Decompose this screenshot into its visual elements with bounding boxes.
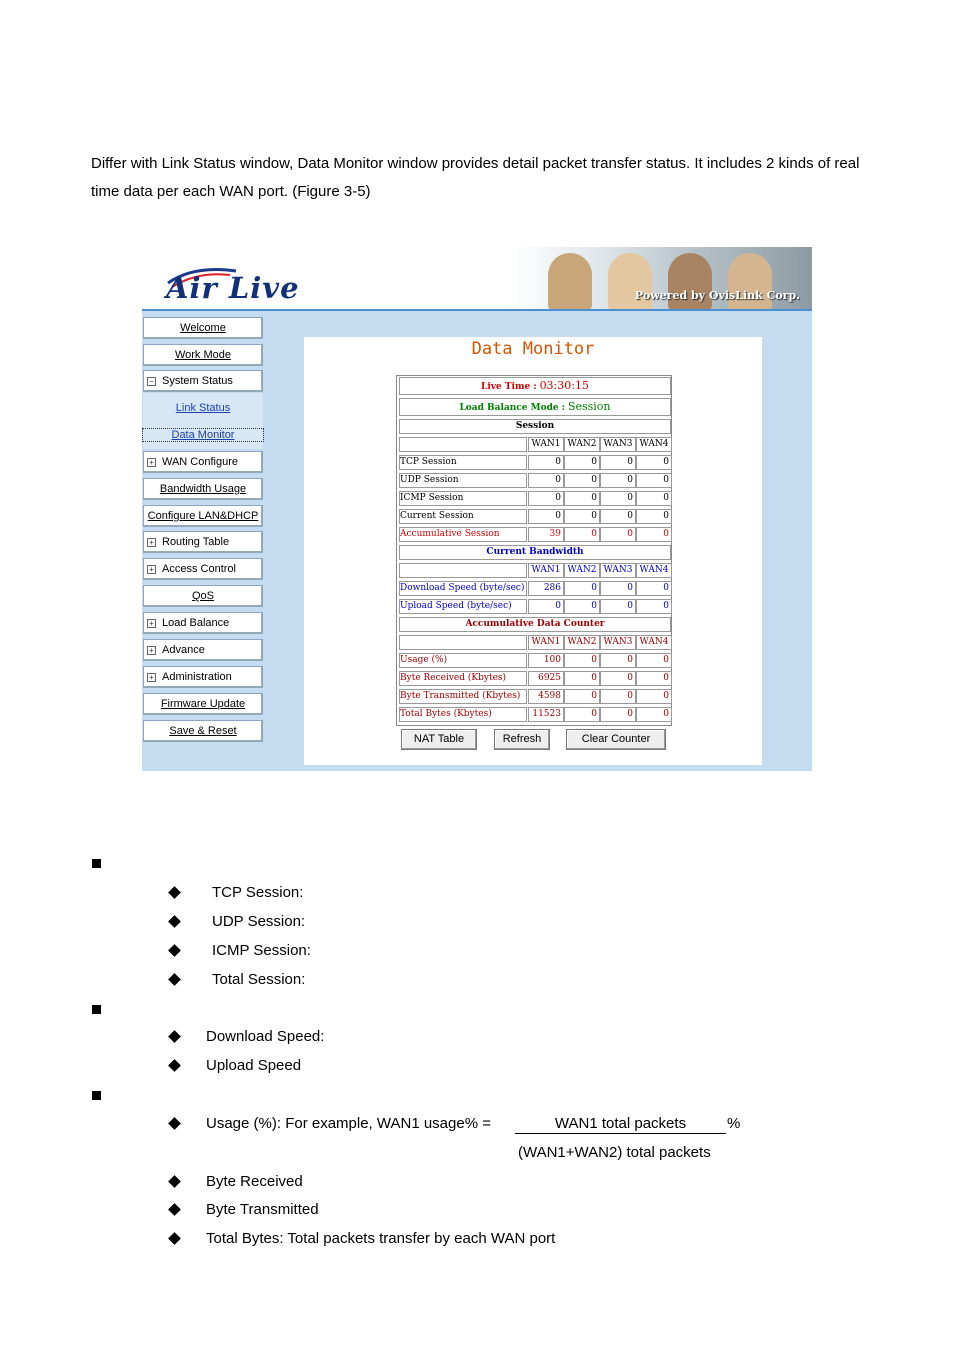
- sidebar-item-configure-lan-dhcp[interactable]: [143, 505, 263, 527]
- value-cell: 0: [600, 473, 636, 488]
- sidebar-item-label: Firmware Update: [160, 698, 246, 710]
- refresh-button[interactable]: Refresh: [494, 729, 550, 750]
- row-label: ICMP Session: [399, 491, 527, 506]
- bullet-upload: Upload Speed: [206, 1057, 302, 1074]
- value-cell: 0: [636, 491, 672, 506]
- value-cell: 0: [564, 653, 600, 668]
- usage-denominator: (WAN1+WAN2) total packets: [518, 1144, 711, 1161]
- value-cell: 0: [564, 671, 600, 686]
- expand-icon: +: [147, 565, 156, 574]
- value-cell: 0: [600, 509, 636, 524]
- photo-person: [728, 253, 772, 311]
- sidebar-item-save-reset[interactable]: [143, 720, 263, 742]
- sidebar-item-qos[interactable]: [143, 585, 263, 607]
- submenu-data-monitor[interactable]: Data Monitor: [143, 429, 263, 441]
- wan-header: WAN4: [636, 563, 672, 578]
- square-bullet-icon: [92, 859, 101, 868]
- row-label: Total Bytes (Kbytes): [399, 707, 527, 722]
- photo-person: [608, 253, 652, 311]
- sidebar-item-bandwidth-usage[interactable]: [143, 478, 263, 500]
- intro-paragraph: Differ with Link Status window, Data Monitor window provides detail packet transfer status. It includes 2 kinds of real time data per each WAN port. (Figure 3-5): [91, 155, 860, 200]
- value-cell: 4598: [528, 689, 564, 704]
- section-title: Current Bandwidth: [486, 547, 584, 557]
- bullet-total-session: Total Session:: [212, 971, 306, 988]
- sidebar-item-label: Load Balance: [162, 617, 230, 629]
- value-cell: 0: [564, 707, 600, 722]
- value-cell: 0: [600, 671, 636, 686]
- sidebar-item-wan-configure[interactable]: [143, 451, 263, 473]
- value-cell: 0: [636, 509, 672, 524]
- sidebar-item-label: QoS: [191, 590, 214, 602]
- sidebar-item-label: Welcome: [180, 322, 226, 334]
- bullet-usage-prefix: Usage (%): For example, WAN1 usage% =: [206, 1115, 491, 1132]
- value-cell: 11523: [528, 707, 564, 722]
- row-label: Usage (%): [399, 653, 527, 668]
- value-cell: 0: [528, 473, 564, 488]
- value-cell: 0: [564, 599, 600, 614]
- sidebar-item-label: System Status: [162, 375, 233, 387]
- expand-icon: +: [147, 619, 156, 628]
- bullet-total-bytes: Total Bytes: Total packets transfer by each WAN port: [206, 1230, 556, 1247]
- data-monitor-panel: [304, 337, 762, 765]
- row-label: Download Speed (byte/sec): [399, 581, 527, 596]
- lb-mode-value: Session: [567, 400, 611, 413]
- value-cell: 0: [636, 599, 672, 614]
- blank-cell: [399, 437, 527, 452]
- value-cell: 0: [600, 599, 636, 614]
- row-label: Accumulative Session: [399, 527, 527, 542]
- banner: [142, 247, 812, 311]
- sidebar-item-administration[interactable]: [143, 666, 263, 688]
- sidebar-item-label: Routing Table: [162, 536, 230, 548]
- sidebar-item-label: Access Control: [162, 563, 236, 575]
- value-cell: 0: [564, 473, 600, 488]
- value-cell: 0: [600, 581, 636, 596]
- wan-header: WAN4: [636, 437, 672, 452]
- sidebar-item-firmware-update[interactable]: [143, 693, 263, 715]
- value-cell: 0: [636, 689, 672, 704]
- wan-header: WAN2: [564, 635, 600, 650]
- sidebar-item-label: Save & Reset: [169, 725, 237, 737]
- value-cell: 0: [636, 455, 672, 470]
- sidebar-item-routing-table[interactable]: [143, 531, 263, 553]
- sidebar-item-label: Configure LAN&DHCP: [147, 510, 259, 522]
- usage-suffix: %: [727, 1115, 741, 1132]
- live-time-value: 03:30:15: [539, 379, 589, 392]
- clear-counter-button[interactable]: Clear Counter: [566, 729, 666, 750]
- live-time-label: Live Time :: [481, 382, 537, 392]
- value-cell: 0: [564, 689, 600, 704]
- bullet-download: Download Speed:: [206, 1028, 325, 1045]
- usage-numerator: WAN1 total packets: [515, 1115, 726, 1134]
- bandwidth-header: [399, 545, 671, 560]
- value-cell: 6925: [528, 671, 564, 686]
- value-cell: 100: [528, 653, 564, 668]
- value-cell: 0: [636, 671, 672, 686]
- diamond-bullet-icon: [168, 915, 181, 928]
- sidebar-item-label: Administration: [162, 671, 232, 683]
- row-label: Upload Speed (byte/sec): [399, 599, 527, 614]
- sidebar-item-system-status[interactable]: [143, 370, 263, 392]
- sidebar-item-label: WAN Configure: [162, 456, 239, 468]
- expand-icon: +: [147, 538, 156, 547]
- wan-header: WAN1: [528, 437, 564, 452]
- row-label: Byte Received (Kbytes): [399, 671, 527, 686]
- bullet-icmp: ICMP Session:: [212, 942, 311, 959]
- page-title: Data Monitor: [471, 339, 595, 359]
- sidebar-item-work-mode[interactable]: [143, 344, 263, 366]
- collapse-icon: −: [147, 377, 156, 386]
- blank-cell: [399, 635, 527, 650]
- powered-by: Powered by OvisLink Corp.: [634, 289, 800, 302]
- value-cell: 0: [564, 491, 600, 506]
- row-label: Byte Transmitted (Kbytes): [399, 689, 527, 704]
- sidebar-item-access-control[interactable]: [143, 558, 263, 580]
- wan-header: WAN2: [564, 437, 600, 452]
- bullet-udp: UDP Session:: [212, 913, 306, 930]
- diamond-bullet-icon: [168, 1175, 181, 1188]
- diamond-bullet-icon: [168, 886, 181, 899]
- counter-header: [399, 617, 671, 632]
- submenu-link-status[interactable]: Link Status: [175, 402, 231, 414]
- value-cell: 0: [600, 491, 636, 506]
- expand-icon: +: [147, 646, 156, 655]
- row-label: UDP Session: [399, 473, 527, 488]
- session-header: [399, 419, 671, 434]
- sidebar-item-label: Work Mode: [174, 349, 232, 361]
- diamond-bullet-icon: [168, 1030, 181, 1043]
- value-cell: 0: [600, 455, 636, 470]
- expand-icon: +: [147, 458, 156, 467]
- value-cell: 0: [564, 527, 600, 542]
- expand-icon: +: [147, 673, 156, 682]
- sidebar-item-advance[interactable]: [143, 639, 263, 661]
- value-cell: 0: [564, 455, 600, 470]
- diamond-bullet-icon: [168, 1232, 181, 1245]
- wan-header: WAN3: [600, 563, 636, 578]
- nat-table-button[interactable]: NAT Table: [401, 729, 477, 750]
- diamond-bullet-icon: [168, 944, 181, 957]
- wan-header: WAN1: [528, 635, 564, 650]
- diamond-bullet-icon: [168, 1203, 181, 1216]
- value-cell: 0: [636, 653, 672, 668]
- diamond-bullet-icon: [168, 1117, 181, 1130]
- sidebar-item-label: Bandwidth Usage: [159, 483, 247, 495]
- wan-header: WAN3: [600, 437, 636, 452]
- value-cell: 39: [528, 527, 564, 542]
- bullet-tcp: TCP Session:: [212, 884, 304, 901]
- value-cell: 0: [600, 653, 636, 668]
- value-cell: 0: [528, 455, 564, 470]
- diamond-bullet-icon: [168, 1059, 181, 1072]
- logo-text: Air Live: [166, 271, 300, 305]
- row-label: TCP Session: [399, 455, 527, 470]
- section-title: Accumulative Data Counter: [465, 619, 605, 629]
- value-cell: 0: [600, 707, 636, 722]
- square-bullet-icon: [92, 1091, 101, 1100]
- value-cell: 0: [564, 581, 600, 596]
- router-screenshot: [142, 247, 812, 771]
- bullet-byte-received: Byte Received: [206, 1173, 303, 1190]
- value-cell: 0: [528, 491, 564, 506]
- data-monitor-table: [396, 375, 672, 726]
- value-cell: 0: [564, 509, 600, 524]
- value-cell: 0: [528, 509, 564, 524]
- value-cell: 0: [528, 599, 564, 614]
- wan-header: WAN4: [636, 635, 672, 650]
- row-label: Current Session: [399, 509, 527, 524]
- value-cell: 0: [636, 707, 672, 722]
- wan-header: WAN2: [564, 563, 600, 578]
- sidebar-item-load-balance[interactable]: [143, 612, 263, 634]
- lb-mode-row: [399, 398, 671, 416]
- wan-header: WAN3: [600, 635, 636, 650]
- photo-person: [668, 253, 712, 311]
- blank-cell: [399, 563, 527, 578]
- wan-header: WAN1: [528, 563, 564, 578]
- value-cell: 0: [600, 689, 636, 704]
- lb-mode-label: Load Balance Mode :: [459, 403, 566, 413]
- bullet-byte-transmitted: Byte Transmitted: [206, 1201, 319, 1218]
- value-cell: 0: [600, 527, 636, 542]
- diamond-bullet-icon: [168, 973, 181, 986]
- value-cell: 286: [528, 581, 564, 596]
- live-time-row: [399, 377, 671, 395]
- value-cell: 0: [636, 527, 672, 542]
- section-title: Session: [515, 421, 555, 431]
- square-bullet-icon: [92, 1005, 101, 1014]
- value-cell: 0: [636, 473, 672, 488]
- photo-person: [548, 253, 592, 311]
- sidebar-item-label: Advance: [162, 644, 205, 656]
- sidebar-item-welcome[interactable]: [143, 317, 263, 339]
- value-cell: 0: [636, 581, 672, 596]
